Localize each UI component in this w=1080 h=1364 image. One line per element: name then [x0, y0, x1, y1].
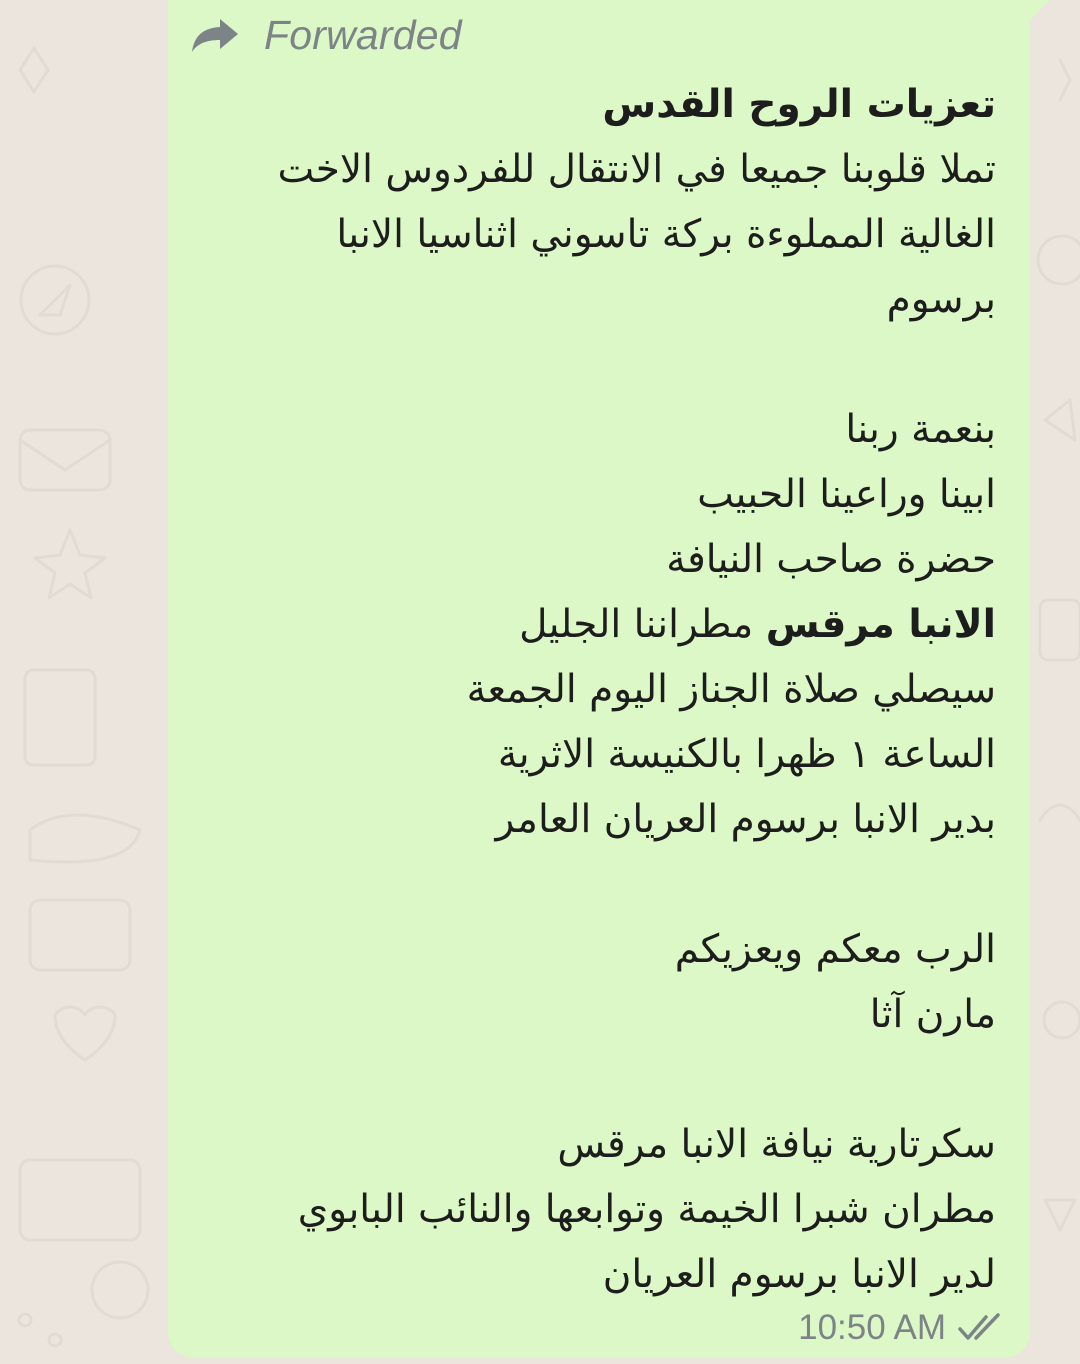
message-line: الساعة ١ ظهرا بالكنيسة الاثرية [497, 732, 996, 777]
message-bubble[interactable] [168, 0, 1030, 1358]
wallpaper-envelope-icon [20, 430, 110, 490]
bubble-tail [1028, 0, 1050, 22]
message-line: مطران شبرا الخيمة وتوابعها والنائب البابوي [297, 1187, 996, 1232]
message-line: ابينا وراعينا الحبيب [697, 472, 996, 517]
message-line: سكرتارية نيافة الانبا مرقس [557, 1122, 996, 1167]
wallpaper-star-icon [35, 530, 105, 598]
message-line: لدير الانبا برسوم العريان [602, 1252, 996, 1297]
wallpaper-heart-icon [55, 1007, 115, 1060]
message-line: الرب معكم ويعزيكم [674, 927, 996, 972]
wallpaper-bread-icon [30, 815, 140, 862]
message-timestamp: 10:50 AM [798, 1308, 946, 1347]
message-line: بدير الانبا برسوم العريان العامر [495, 797, 996, 842]
message-line: برسوم [886, 277, 996, 322]
message-text[interactable] [196, 72, 996, 1307]
forwarded-label: Forwarded [264, 11, 462, 58]
message-line: سيصلي صلاة الجناز اليوم الجمعة [466, 667, 996, 712]
forwarded-indicator [190, 12, 462, 58]
forward-arrow-icon [190, 17, 240, 53]
double-check-icon [958, 1313, 1004, 1343]
wallpaper-monitor-icon [20, 1160, 140, 1240]
message-meta [798, 1308, 1004, 1348]
blank-line [196, 1047, 996, 1112]
wallpaper-carton-icon [25, 670, 95, 765]
blank-line [196, 332, 996, 397]
bishop-title: مطراننا الجليل [519, 602, 754, 647]
wallpaper-phone-icon [92, 1262, 148, 1318]
message-line: مارن آثا [869, 992, 996, 1037]
blank-line [196, 852, 996, 917]
message-line: تملا قلوبنا جميعا في الانتقال للفردوس الاخت [277, 147, 996, 192]
wallpaper-card-icon [30, 900, 130, 970]
message-title: تعزيات الروح القدس [602, 82, 996, 127]
wallpaper-doodle-icon [20, 48, 48, 92]
message-line: الغالية المملوءة بركة تاسوني اثناسيا الانبا [336, 212, 996, 257]
message-line: حضرة صاحب النيافة [666, 537, 996, 582]
message-line: بنعمة ربنا [845, 407, 996, 452]
bishop-line [196, 592, 996, 657]
bishop-name: الانبا مرقس [765, 602, 996, 647]
